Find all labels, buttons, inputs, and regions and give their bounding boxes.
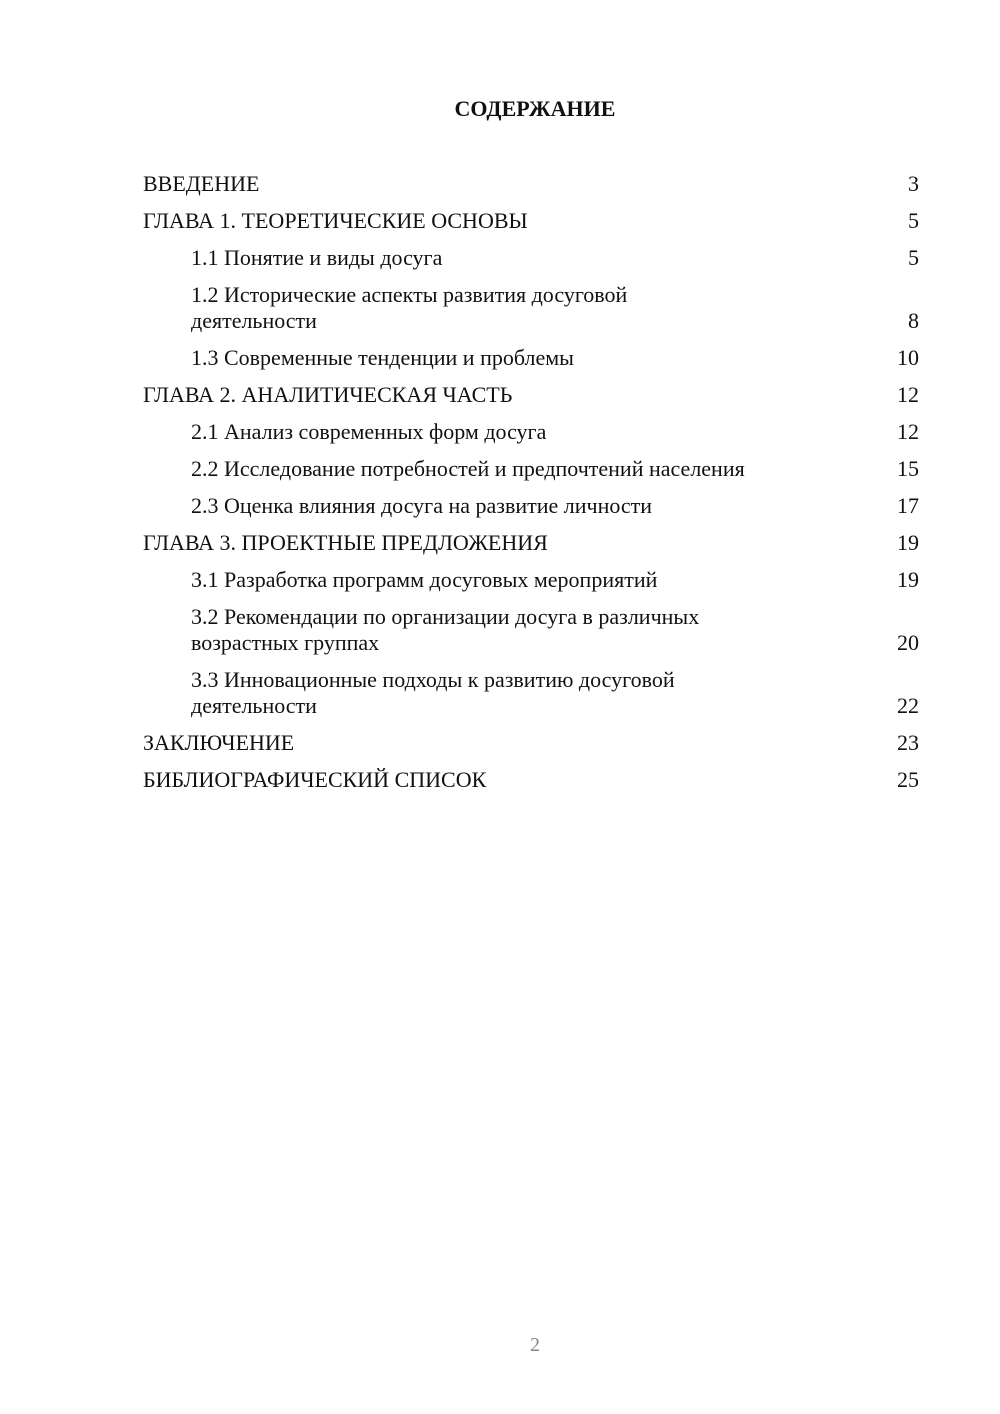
toc-entry-title-line: деятельности: [191, 693, 317, 718]
toc-entry-page: 12: [897, 419, 919, 444]
toc-chapter-entry[interactable]: [143, 767, 919, 793]
toc-entry-title: [143, 604, 699, 656]
toc-entry-title: [143, 419, 546, 445]
table-of-contents: [143, 171, 919, 804]
toc-entry-title: [143, 730, 294, 756]
toc-entry-title: [143, 245, 442, 271]
toc-entry-page: 3: [908, 171, 919, 196]
toc-entry-title: [143, 530, 548, 556]
toc-entry-title: [143, 171, 259, 197]
toc-chapter-entry[interactable]: [143, 208, 919, 234]
toc-chapter-entry[interactable]: [143, 530, 919, 556]
toc-entry-title: [143, 208, 528, 234]
toc-entry-title: [143, 382, 512, 408]
toc-entry-page: 20: [897, 630, 919, 655]
toc-chapter-entry[interactable]: [143, 171, 919, 197]
toc-entry-title-line: ЗАКЛЮЧЕНИЕ: [143, 730, 295, 755]
toc-entry-page: 12: [897, 382, 919, 407]
toc-entry-page: 25: [897, 767, 919, 792]
page-title: СОДЕРЖАНИЕ: [454, 96, 616, 121]
toc-entry-page: 19: [897, 567, 919, 592]
toc-entry-page: 5: [908, 245, 919, 270]
toc-entry-title-line: 2.1 Анализ современных форм досуга: [191, 419, 547, 444]
toc-entry-page: 17: [897, 493, 919, 518]
toc-subsection-entry[interactable]: [143, 667, 919, 719]
toc-entry-title-line: 3.2 Рекомендации по организации досуга в различных: [191, 604, 700, 629]
toc-entry-page: 23: [897, 730, 919, 755]
toc-entry-title-line: ГЛАВА 2. АНАЛИТИЧЕСКАЯ ЧАСТЬ: [143, 382, 513, 407]
toc-subsection-entry[interactable]: [143, 456, 919, 482]
toc-entry-title-line: ГЛАВА 1. ТЕОРЕТИЧЕСКИЕ ОСНОВЫ: [143, 208, 528, 233]
toc-entry-title-line: 1.3 Современные тенденции и проблемы: [191, 345, 574, 370]
toc-entry-title-line: возрастных группах: [191, 630, 380, 655]
toc-entry-title-line: деятельности: [191, 308, 317, 333]
toc-subsection-entry[interactable]: [143, 567, 919, 593]
toc-subsection-entry[interactable]: [143, 282, 919, 334]
toc-entry-page: 15: [897, 456, 919, 481]
toc-entry-title-line: БИБЛИОГРАФИЧЕСКИЙ СПИСОК: [143, 767, 487, 792]
toc-entry-title-line: 3.3 Инновационные подходы к развитию досуговой: [191, 667, 675, 692]
toc-entry-title-line: 2.2 Исследование потребностей и предпочтений населения: [191, 456, 745, 481]
toc-entry-title: [143, 345, 574, 371]
toc-entry-title: [143, 456, 745, 482]
toc-entry-title-line: 3.1 Разработка программ досуговых мероприятий: [191, 567, 658, 592]
toc-entry-page: 8: [908, 308, 919, 333]
page-number: 2: [530, 1334, 540, 1356]
toc-entry-title: [143, 667, 675, 719]
toc-entry-title-line: 2.3 Оценка влияния досуга на развитие личности: [191, 493, 653, 518]
toc-entry-title: [143, 493, 652, 519]
toc-chapter-entry[interactable]: [143, 382, 919, 408]
toc-subsection-entry[interactable]: [143, 419, 919, 445]
toc-entry-page: 5: [908, 208, 919, 233]
toc-subsection-entry[interactable]: [143, 604, 919, 656]
toc-entry-page: 19: [897, 530, 919, 555]
toc-entry-title: [143, 767, 486, 793]
toc-subsection-entry[interactable]: [143, 245, 919, 271]
toc-chapter-entry[interactable]: [143, 730, 919, 756]
toc-entry-title-line: 1.2 Исторические аспекты развития досуговой: [191, 282, 628, 307]
toc-entry-title-line: 1.1 Понятие и виды досуга: [191, 245, 443, 270]
toc-subsection-entry[interactable]: [143, 345, 919, 371]
toc-entry-title-line: ВВЕДЕНИЕ: [143, 171, 260, 196]
toc-entry-title: [143, 282, 627, 334]
toc-entry-title: [143, 567, 657, 593]
toc-subsection-entry[interactable]: [143, 493, 919, 519]
toc-entry-title-line: ГЛАВА 3. ПРОЕКТНЫЕ ПРЕДЛОЖЕНИЯ: [143, 530, 548, 555]
toc-entry-page: 22: [897, 693, 919, 718]
toc-entry-page: 10: [897, 345, 919, 370]
